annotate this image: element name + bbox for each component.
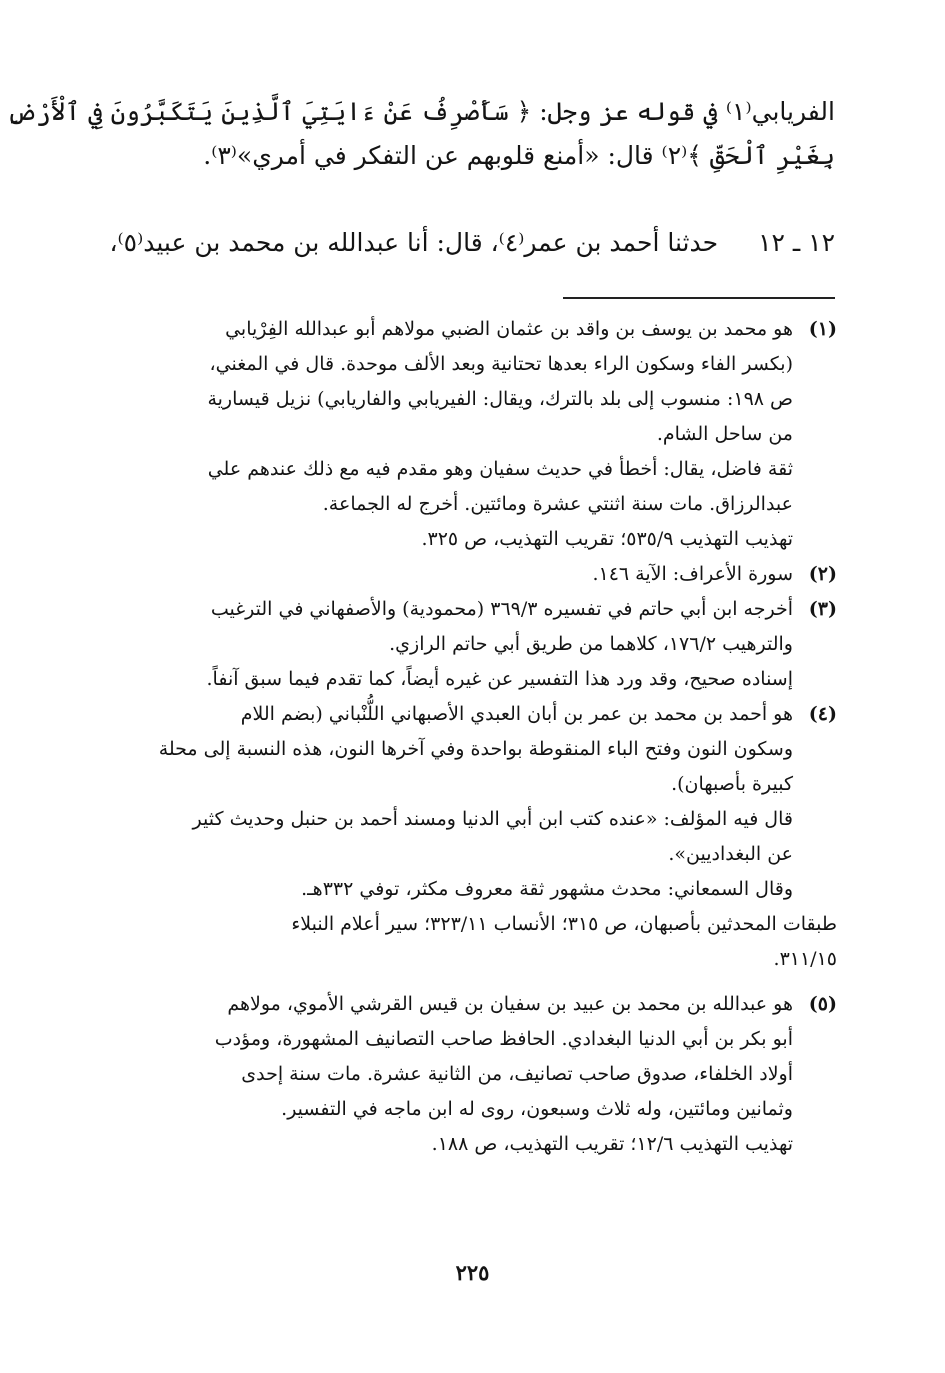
footnote-line: أبو بكر بن أبي الدنيا البغدادي. الحافظ صاحب التصانيف المشهورة، ومؤدب	[214, 1028, 793, 1050]
footnote-line: عن البغداديين».	[668, 843, 793, 865]
footnote-number: (٤)	[808, 703, 837, 725]
footnotes	[107, 312, 837, 1162]
footnote-line: والترهيب ١٧٦/٢، كلاهما من طريق أبي حاتم الرازي.	[389, 633, 793, 655]
footnote-line: وثمانين ومائتين، وله ثلاث وسبعون، روى له ابن ماجه في التفسير.	[281, 1098, 793, 1120]
footnote-line: ثقة فاضل، يقال: أخطأ في حديث سفيان وهو مقدم فيه مع ذلك عندهم علي	[207, 458, 793, 480]
page-number: ٢٢٥	[455, 1260, 490, 1285]
footnote-1	[107, 312, 837, 557]
footnote-5	[107, 987, 837, 1162]
footnote-line: سورة الأعراف: الآية ١٤٦.	[592, 563, 793, 585]
footnote-number: (٢)	[808, 563, 837, 585]
footnote-line: طبقات المحدثين بأصبهان، ص ٣١٥؛ الأنساب ٣٢٣/١١؛ سير أعلام النبلاء	[291, 913, 837, 935]
footnote-line: تهذيب التهذيب ٥٣٥/٩؛ تقريب التهذيب، ص ٣٢٥.	[421, 528, 793, 550]
footnote-2	[107, 557, 837, 592]
footnote-line: هو أحمد بن محمد بن عمر بن أبان العبدي الأصبهاني اللُّنْباني (بضم اللام	[240, 703, 793, 725]
footnote-line: من ساحل الشام.	[656, 423, 793, 445]
footnote-line: ٣١١/١٥.	[773, 948, 837, 970]
footnote-line: (بكسر الفاء وسكون الراء بعدها تحتانية وبعد الألف موحدة. قال في المغني،	[209, 353, 793, 375]
main-text	[6, 92, 835, 180]
footnote-line: وسكون النون وفتح الباء المنقوطة بواحدة وفي آخرها النون، هذه النسبة إلى محلة	[158, 738, 793, 760]
footnote-line: تهذيب التهذيب ١٢/٦؛ تقريب التهذيب، ص ١٨٨.	[431, 1133, 793, 1155]
footnote-line: أولاد الخلفاء، صدوق صاحب تصانيف، من الثانية عشرة. مات سنة إحدى	[241, 1063, 793, 1085]
footnote-line: هو محمد بن يوسف بن واقد بن عثمان الضبي مولاهم أبو عبدالله الفِرْيابي	[225, 318, 793, 340]
footnote-line: ص ١٩٨: منسوب إلى بلد بالترك، ويقال: الفيريابي والفاريابي) نزيل قيسارية	[207, 388, 793, 410]
footnote-line: وقال السمعاني: محدث مشهور ثقة معروف مكثر، توفي ٣٣٢هـ.	[301, 878, 793, 900]
footnote-line: إسناده صحيح، وقد ورد هذا التفسير عن غيره أيضاً، كما تقدم فيما سبق آنفاً.	[206, 668, 793, 690]
hadith-text: حدثنا أحمد بن عمر⁽٤⁾، قال: أنا عبدالله بن محمد بن عبيد⁽٥⁾،	[109, 228, 719, 257]
footnote-line: هو عبدالله بن محمد بن عبيد بن سفيان بن قيس القرشي الأموي، مولاهم	[227, 993, 793, 1015]
footnote-4	[107, 697, 837, 977]
hadith-line	[110, 223, 835, 267]
footnote-line: أخرجه ابن أبي حاتم في تفسيره ٣٦٩/٣ (محمودية) والأصفهاني في الترغيب	[210, 598, 793, 620]
main-text-line: بِغَيْرِ ٱلْحَقِّ ﴾⁽٢⁾ قال: «أمنع قلوبهم عن التفكر في أمري»⁽٣⁾.	[203, 141, 835, 170]
footnote-separator	[563, 297, 835, 299]
footnote-gap	[107, 977, 837, 987]
footnote-number: (٥)	[808, 993, 837, 1015]
footnote-number: (١)	[808, 318, 837, 340]
hadith-number: ١٢ ـ ١٢	[758, 228, 835, 257]
footnote-number: (٣)	[808, 598, 837, 620]
footnote-line: كبيرة بأصبهان).	[671, 773, 793, 795]
main-text-line: الفريابي⁽١⁾ في قوله عز وجل: ﴿ سَأَصْرِفُ عَنْ ءَايَتِيَ ٱلَّذِينَ يَتَكَبَّرُونَ فِي ٱلْأَرْضِ	[6, 97, 835, 126]
footnote-line: قال فيه المؤلف: «عنده كتب ابن أبي الدنيا ومسند أحمد بن حنبل وحديث كثير	[192, 808, 793, 830]
footnote-line: عبدالرزاق. مات سنة اثنتي عشرة ومائتين. أخرج له الجماعة.	[322, 493, 793, 515]
footnote-3	[107, 592, 837, 697]
